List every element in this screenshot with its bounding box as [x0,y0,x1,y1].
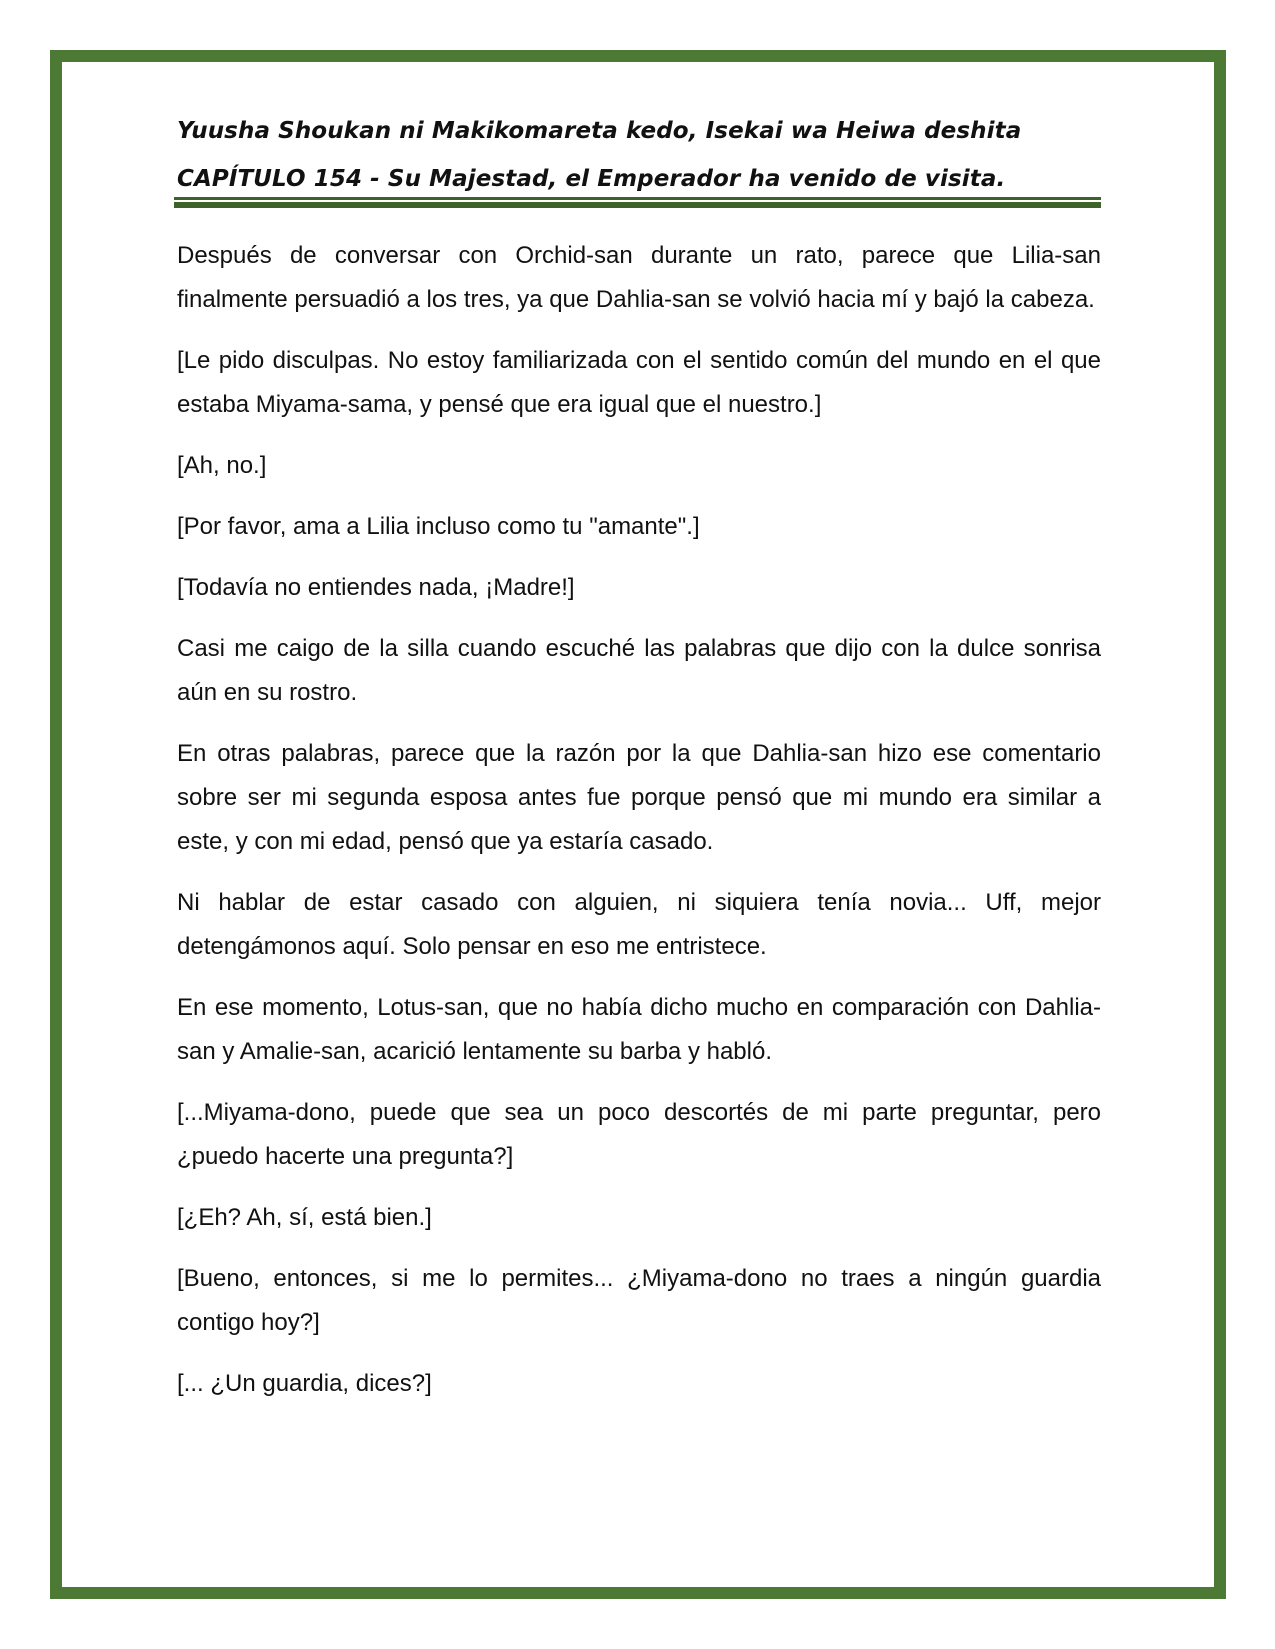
chapter-title: CAPÍTULO 154 - Su Majestad, el Emperador ha venido de visita. [177,166,1006,192]
paragraph: [¿Eh? Ah, sí, está bien.] [177,1204,432,1231]
paragraph: [... ¿Un guardia, dices?] [177,1370,432,1397]
header-divider [174,197,1101,208]
header-divider-thick-line [174,202,1101,208]
paragraph: [Bueno, entonces, si me lo permites... ¿Miyama-dono no traes a ningún guardia contigo hoy?] [177,1265,1101,1336]
series-title: Yuusha Shoukan ni Makikomareta kedo, Isekai wa Heiwa deshita [177,118,1022,144]
document-header [177,116,1101,194]
paragraph: [Por favor, ama a Lilia incluso como tu "amante".] [177,513,700,540]
paragraph: En otras palabras, parece que la razón por la que Dahlia-san hizo ese comentario sobre ser mi segunda esposa antes fue porque pensó que mi mundo era similar a este, y con mi edad, pensó que ya estaría casado. [177,740,1101,855]
paragraph: En ese momento, Lotus-san, que no había dicho mucho en comparación con Dahlia-san y Amalie-san, acarició lentamente su barba y habló. [177,994,1101,1065]
paragraph: [Ah, no.] [177,452,267,479]
paragraph: [Todavía no entiendes nada, ¡Madre!] [177,574,575,601]
header-divider-thin-line [174,197,1101,200]
document-body [177,234,1101,1423]
paragraph: [Le pido disculpas. No estoy familiarizada con el sentido común del mundo en el que estaba Miyama-sama, y pensé que era igual que el nuestro.] [177,347,1101,418]
paragraph: Casi me caigo de la silla cuando escuché las palabras que dijo con la dulce sonrisa aún en su rostro. [177,635,1101,706]
paragraph: Ni hablar de estar casado con alguien, ni siquiera tenía novia... Uff, mejor detengámonos aquí. Solo pensar en eso me entristece. [177,889,1101,960]
paragraph: [...Miyama-dono, puede que sea un poco descortés de mi parte preguntar, pero ¿puedo hacerte una pregunta?] [177,1099,1101,1170]
paragraph: Después de conversar con Orchid-san durante un rato, parece que Lilia-san finalmente persuadió a los tres, ya que Dahlia-san se volvió hacia mí y bajó la cabeza. [177,242,1101,313]
